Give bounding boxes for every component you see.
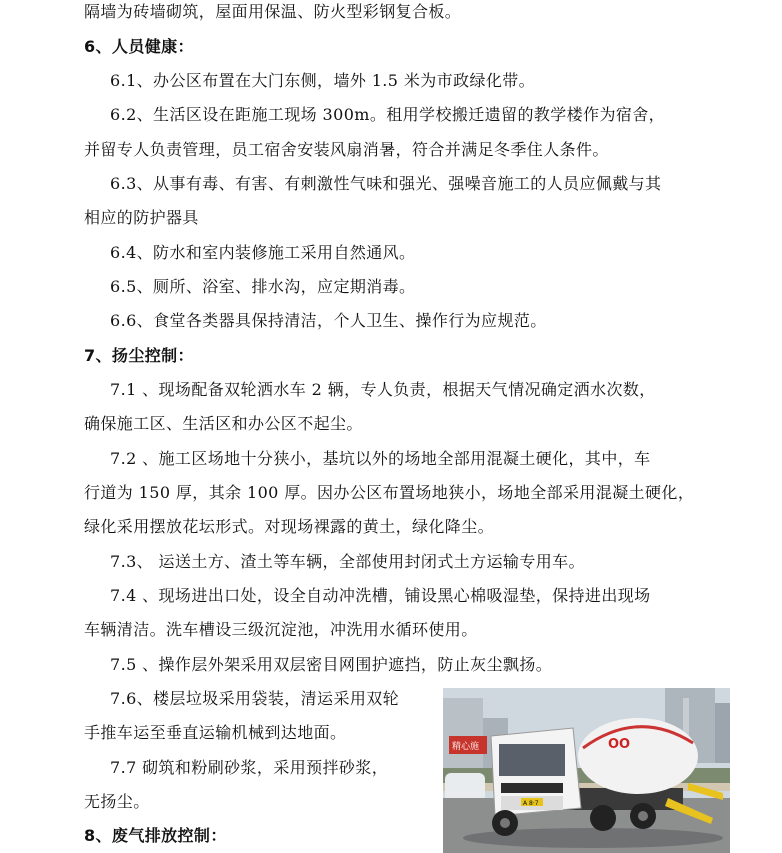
svg-text:OO: OO xyxy=(608,737,631,752)
item-6-1: 6.1、办公区布置在大门东侧，墙外 1.5 米为市政绿化带。 xyxy=(110,71,536,90)
item-6-4: 6.4、防水和室内装修施工采用自然通风。 xyxy=(110,243,416,262)
plate-text: A 8·7 xyxy=(523,800,539,807)
item-7-4-cont: 车辆清洁。洗车槽设三级沉淀池，冲洗用水循环使用。 xyxy=(84,620,478,639)
item-7-2-cont: 行道为 150 厚，其余 100 厚。因办公区布置场地狭小，场地全部采用混凝土硬化， xyxy=(84,483,695,502)
item-7-5: 7.5 、操作层外架采用双层密目网围护遮挡，防止灰尘飘扬。 xyxy=(110,655,553,674)
item-7-2-cont2: 绿化采用摆放花坛形式。对现场裸露的黄土，绿化降尘。 xyxy=(84,517,495,536)
item-7-6-cont: 手推车运至垂直运输机械到达地面。 xyxy=(84,723,347,742)
mixer-truck-photo xyxy=(443,688,730,853)
item-6-3-cont: 相应的防护器具 xyxy=(84,208,199,227)
item-6-3: 6.3、从事有毒、有害、有刺激性气味和强光、强噪音施工的人员应佩戴与其 xyxy=(110,174,662,193)
section-heading-health: 6、人员健康： xyxy=(84,37,194,56)
item-6-5: 6.5、厕所、浴室、排水沟，应定期消毒。 xyxy=(110,277,416,296)
item-7-7: 7.7 砌筑和粉刷砂浆，采用预拌砂浆， xyxy=(110,758,389,777)
item-6-2-cont: 并留专人负责管理，员工宿舍安装风扇消暑，符合并满足冬季住人条件。 xyxy=(84,140,609,159)
paragraph-line: 隔墙为砖墙砌筑，屋面用保温、防火型彩钢复合板。 xyxy=(84,2,462,21)
sign-text: 精心施 xyxy=(452,742,480,752)
section-heading-dust: 7、扬尘控制： xyxy=(84,346,194,365)
item-7-6: 7.6、楼层垃圾采用袋装，清运采用双轮 xyxy=(110,689,400,708)
item-7-1-cont: 确保施工区、生活区和办公区不起尘。 xyxy=(84,414,363,433)
item-7-7-cont: 无扬尘。 xyxy=(84,792,150,811)
item-7-3: 7.3、 运送土方、渣土等车辆，全部使用封闭式土方运输专用车。 xyxy=(110,552,585,571)
item-7-2: 7.2 、施工区场地十分狭小，基坑以外的场地全部用混凝土硬化，其中，车 xyxy=(110,449,651,468)
item-6-2: 6.2、生活区设在距施工现场 300m。租用学校搬迁遗留的教学楼作为宿舍， xyxy=(110,105,666,124)
item-7-1: 7.1 、现场配备双轮洒水车 2 辆，专人负责，根据天气情况确定洒水次数， xyxy=(110,380,656,399)
item-6-6: 6.6、食堂各类器具保持清洁，个人卫生、操作行为应规范。 xyxy=(110,311,547,330)
section-heading-exhaust: 8、废气排放控制： xyxy=(84,826,227,845)
item-7-4: 7.4 、现场进出口处，设全自动冲洗槽，铺设黑心棉吸湿垫，保持进出现场 xyxy=(110,586,651,605)
